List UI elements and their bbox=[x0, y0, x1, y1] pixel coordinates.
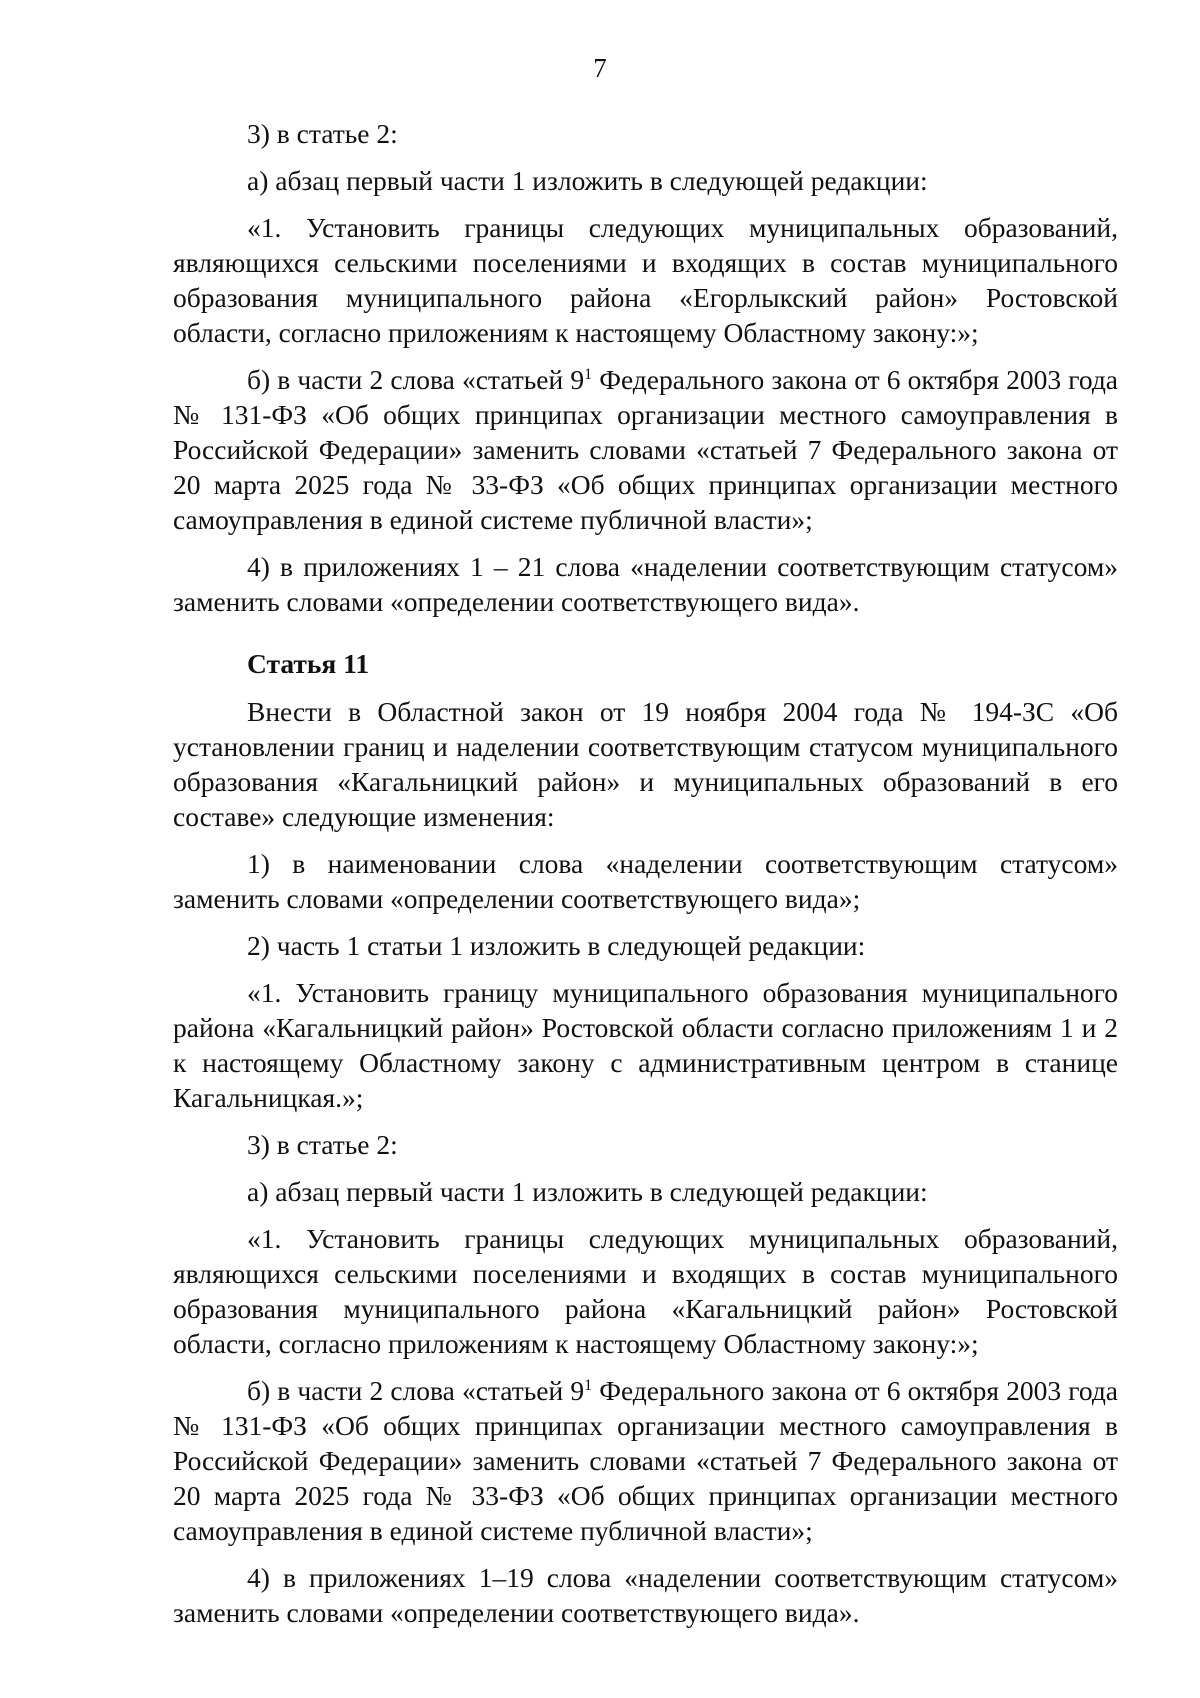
paragraph-subitem-b bbox=[173, 1373, 1118, 1548]
paragraph-subitem-a: а) абзац первый части 1 изложить в следующей редакции: bbox=[247, 1176, 928, 1207]
text-after-superscript: Федерального закона от 6 октября 2003 года № 131-ФЗ «Об общих принципах организации местного самоуправления в Российской Федерации» заменить словами «статьей 7 Федерального закона от 20 марта 2025 года № 33-ФЗ «Об общих принципах организации местного самоуправления в единой системе публичной власти»; bbox=[173, 1375, 1119, 1546]
superscript: 1 bbox=[584, 1376, 593, 1394]
paragraph-item-2: 2) часть 1 статьи 1 изложить в следующей редакции: bbox=[247, 930, 866, 961]
text-before-superscript: б) в части 2 слова «статьей 9 bbox=[247, 364, 585, 395]
superscript: 1 bbox=[584, 365, 593, 383]
paragraph-item-1: 1) в наименовании слова «наделении соответствующим статусом» заменить словами «определении соответствующего вида»; bbox=[173, 848, 1118, 914]
paragraph-quote-boundary: «1. Установить границу муниципального образования муниципального района «Кагальницкий район» Ростовской области согласно приложениям 1 и 2 к настоящему Областному закону с административным центром в станице Кагальницкая.»; bbox=[173, 977, 1118, 1113]
paragraph-subitem-a: а) абзац первый части 1 изложить в следующей редакции: bbox=[247, 165, 928, 196]
paragraph-item-4: 4) в приложениях 1 – 21 слова «наделении соответствующим статусом» заменить словами «определении соответствующего вида». bbox=[173, 551, 1118, 617]
paragraph-subitem-b bbox=[173, 362, 1118, 537]
paragraph-quote-boundaries: «1. Установить границы следующих муниципальных образований, являющихся сельскими поселениями и входящих в состав муниципального образования муниципального района «Кагальницкий район» Ростовской области, согласно приложениям к настоящему Областному закону:»; bbox=[173, 1223, 1118, 1359]
paragraph-item-4: 4) в приложениях 1–19 слова «наделении соответствующим статусом» заменить словами «определении соответствующего вида». bbox=[173, 1562, 1118, 1628]
document-body bbox=[173, 116, 1118, 1642]
paragraph-introduce-changes: Внести в Областной закон от 19 ноября 2004 года № 194-ЗС «Об установлении границ и наделении соответствующим статусом муниципального образования «Кагальницкий район» и муниципальных образований в его составе» следующие изменения: bbox=[173, 696, 1118, 832]
paragraph-item-3: 3) в статье 2: bbox=[247, 118, 398, 149]
page-number: 7 bbox=[593, 53, 607, 83]
paragraph-item-3: 3) в статье 2: bbox=[247, 1129, 398, 1160]
text-after-superscript: Федерального закона от 6 октября 2003 года № 131-ФЗ «Об общих принципах организации местного самоуправления в Российской Федерации» заменить словами «статьей 7 Федерального закона от 20 марта 2025 года № 33-ФЗ «Об общих принципах организации местного самоуправления в единой системе публичной власти»; bbox=[173, 364, 1119, 535]
text-before-superscript: б) в части 2 слова «статьей 9 bbox=[247, 1375, 585, 1406]
article-heading: Статья 11 bbox=[247, 648, 370, 679]
paragraph-quote-boundaries: «1. Установить границы следующих муниципальных образований, являющихся сельскими поселениями и входящих в состав муниципального образования муниципального района «Егорлыкский район» Ростовской области, согласно приложениям к настоящему Областному закону:»; bbox=[173, 212, 1118, 348]
